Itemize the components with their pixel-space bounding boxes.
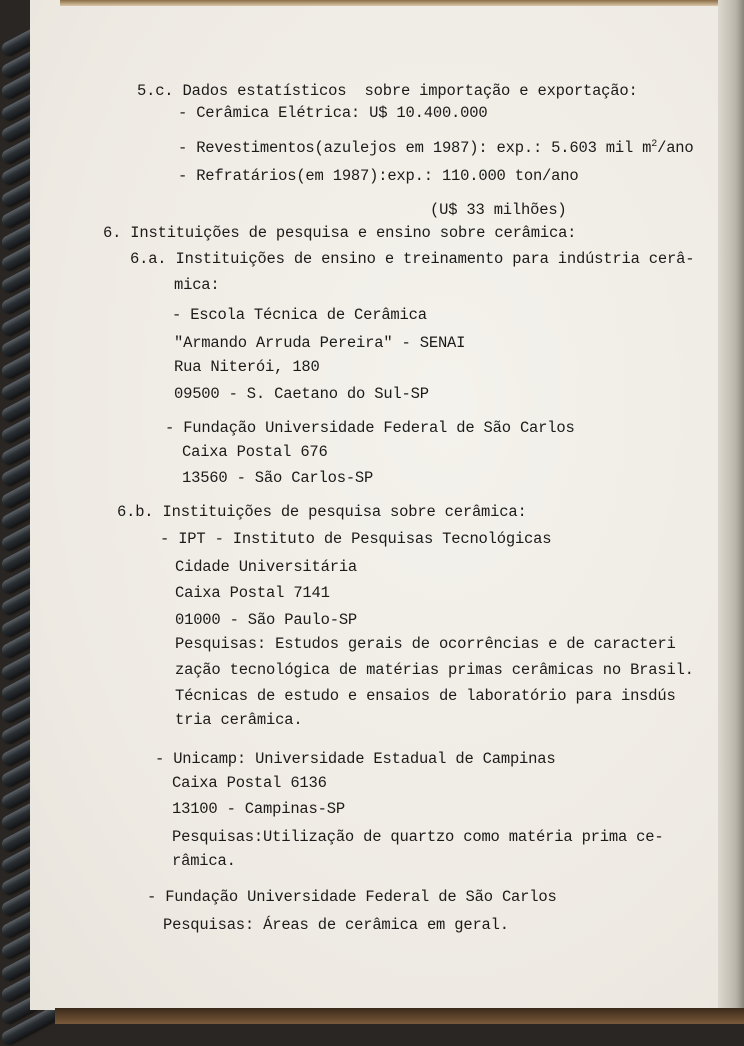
ufscar-city: 13560 - São Carlos-SP bbox=[182, 469, 374, 487]
unicamp-name: - Unicamp: Universidade Estadual de Campinas bbox=[155, 750, 556, 768]
page-bottom-edge bbox=[55, 1008, 744, 1024]
ipt-research-line-1: Pesquisas: Estudos gerais de ocorrências e de caracteri bbox=[175, 635, 676, 653]
superscript: 2 bbox=[651, 139, 658, 150]
ufscar-postal: Caixa Postal 676 bbox=[182, 443, 328, 461]
ipt-name: - IPT - Instituto de Pesquisas Tecnológicas bbox=[160, 530, 552, 548]
ipt-address: Cidade Universitária bbox=[175, 558, 358, 576]
page-stack-edge bbox=[718, 0, 744, 1024]
item-revestimentos bbox=[178, 139, 694, 157]
unit-suffix: /ano bbox=[657, 139, 694, 158]
ufscar-name: - Fundação Universidade Federal de São Carlos bbox=[165, 419, 575, 437]
ipt-research-line-4: tria cerâmica. bbox=[175, 711, 303, 729]
item-ceramica-eletrica: - Cerâmica Elétrica: U$ 10.400.000 bbox=[178, 104, 488, 122]
ipt-postal: Caixa Postal 7141 bbox=[175, 584, 330, 602]
escola-tecnica-subtitle: "Armando Arruda Pereira" - SENAI bbox=[174, 334, 466, 352]
section-6a-heading-cont: mica: bbox=[174, 276, 220, 294]
ipt-research-line-3: Técnicas de estudo e ensaios de laboratório para insdús bbox=[175, 687, 676, 705]
ufscar-research-name: - Fundação Universidade Federal de São Carlos bbox=[147, 888, 557, 906]
ipt-research-line-2: zação tecnológica de matérias primas cerâmicas no Brasil. bbox=[175, 661, 694, 679]
unicamp-research-line-1: Pesquisas:Utilização de quartzo como matéria prima ce- bbox=[172, 828, 664, 846]
section-6a-heading: 6.a. Instituições de ensino e treinamento para indústria cerâ- bbox=[130, 250, 695, 268]
section-5c-heading: 5.c. Dados estatísticos sobre importação e exportação: bbox=[137, 82, 638, 100]
unicamp-research-line-2: râmica. bbox=[172, 852, 236, 870]
section-6-heading: 6. Instituições de pesquisa e ensino sobre cerâmica: bbox=[103, 224, 577, 242]
escola-tecnica-address: Rua Niterói, 180 bbox=[174, 358, 320, 376]
item-refratarios-value: (U$ 33 milhões) bbox=[430, 201, 567, 219]
ufscar-research-areas: Pesquisas: Áreas de cerâmica em geral. bbox=[163, 916, 509, 934]
escola-tecnica-city: 09500 - S. Caetano do Sul-SP bbox=[174, 385, 429, 403]
ipt-city: 01000 - São Paulo-SP bbox=[175, 611, 358, 629]
item-refratarios: - Refratários(em 1987):exp.: 110.000 ton/ano bbox=[178, 167, 579, 185]
unicamp-city: 13100 - Campinas-SP bbox=[172, 800, 345, 818]
unicamp-postal: Caixa Postal 6136 bbox=[172, 774, 327, 792]
item-revestimentos-text: - Revestimentos(azulejos em 1987): exp.: 5.603 mil m bbox=[178, 139, 652, 158]
page-top-edge bbox=[60, 0, 744, 6]
section-6b-heading: 6.b. Instituições de pesquisa sobre cerâmica: bbox=[117, 503, 527, 521]
escola-tecnica-name: - Escola Técnica de Cerâmica bbox=[172, 306, 427, 324]
